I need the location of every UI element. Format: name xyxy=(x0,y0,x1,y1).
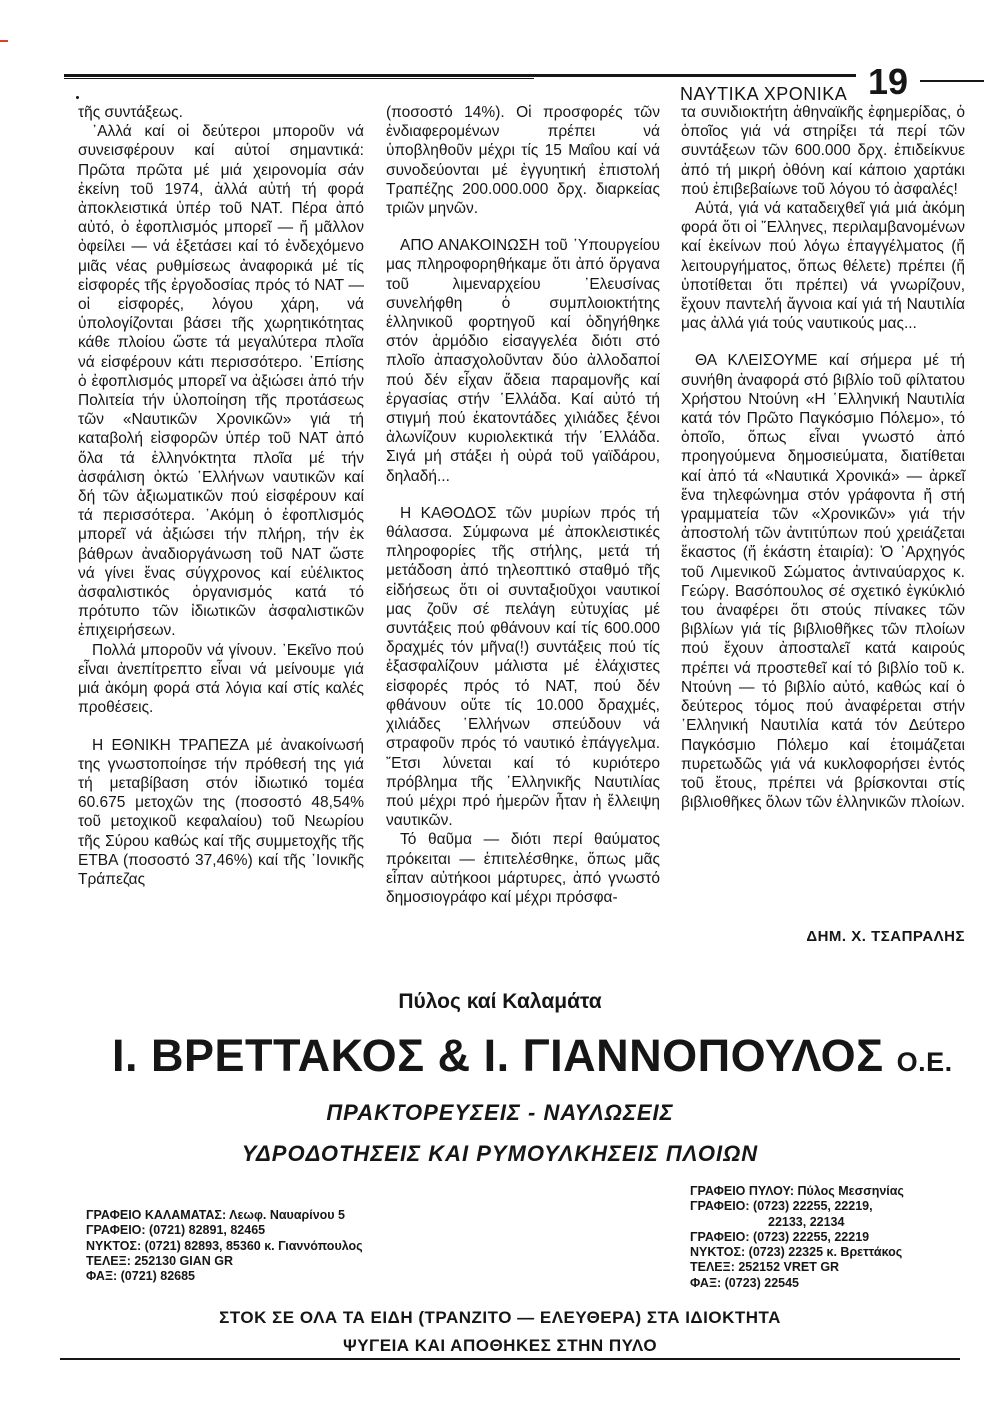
office-line: ΦΑΞ: (0723) 22545 xyxy=(690,1275,799,1290)
paragraph: Αὐτά, γιά νά καταδειχθεῖ γιά μιά ἀκόμη φορά ὅτι οἱ ῞Ελληνες, περιλαμβανομένων καί ἐκείνων πού λόγω ἐπαγγέλματος (ἤ λειτουργήματος, ὅπως θέλετε) πρέπει (ἤ ὑποτίθεται ὅτι πρέπει) νά γνωρίζουν, ἔχουν παντελή ἄγνοια καί γιά τή Ναυτιλία μας ἀλλά γιά τούς ναυτικούς μας... xyxy=(681,200,965,333)
header-rule xyxy=(64,74,856,77)
office-line: ΓΡΑΦΕΙΟ ΠΥΛΟΥ: Πύλος Μεσσηνίας xyxy=(690,1184,904,1198)
ad-place: Πύλος καί Καλαμάτα xyxy=(398,990,602,1013)
office-line: ΓΡΑΦΕΙΟ: (0723) 22255, 22219, xyxy=(690,1199,873,1214)
office-line: ΦΑΞ: (0721) 82685 xyxy=(86,1269,195,1284)
paragraph: Η ΕΘΝΙΚΗ ΤΡΑΠΕΖΑ μέ ἀνακοίνωσή της γνωστοποίησε τήν πρόθεσή της γιά τή μεταβίβαση στόν ἰδιωτικό τομέα 60.675 μετοχῶν της (ποσοστό 48,54% τοῦ μετοχικοῦ κεφαλαίου) τοῦ Νεωρίου τῆς Σύρου καθώς καί τῆς συμμετοχῆς τῆς ΕΤΒΑ (ποσοστό 37,46%) καί τῆς ᾿Ιονικῆς Τράπεζας xyxy=(78,736,364,888)
column-2 xyxy=(386,103,660,907)
print-dot xyxy=(76,96,79,99)
paragraph: ΘΑ ΚΛΕΙΣΟΥΜΕ καί σήμερα μέ τή συνήθη ἀναφορά στό βιβλίο τοῦ φίλτατου Χρήστου Ντούνη «Η ῾Ελληνική Ναυτιλία κατά τόν Πρῶτο Παγκόσμιο Πόλεμο», τό ὁποῖο, ὅπως εἶναι γνωστό ἀπό προηγούμενα δημοσιεύματα, διατίθεται καί ἀπό τά «Ναυτικά Χρονικά» — ἀρκεῖ ἕνα τηλεφώνημα στόν γράφοντα ἤ στή γραμματεία τῶν «Χρονικῶν» γιά τήν ἀποστολή τῶν ἀντιτύπων πού χρειάζεται ἕκαστος (ἤ ἑκάστη ἑταιρία): Ὁ ᾿Αρχηγός τοῦ Λιμενικοῦ Σώματος ἀντιναύαρχος κ. Γεώργ. Βασόπουλος σέ σχετικό ἐγκύκλιό του ἀναφέρει ὅτι στούς πίνακες τῶν βιβλίων γιά τίς βιβλιοθῆκες τῶν πλοίων πού ἔχουν ἀποσταλεῖ κατά καιρούς πρέπει νά προστεθεῖ καί τό βιβλίο τοῦ κ. Ντούνη — τό βιβλίο αὐτό, καθώς καί ὁ δεύτερος τόμος πού ἀναφέρεται στήν ῾Ελληνική Ναυτιλία κατά τόν Δεύτερο Παγκόσμιο Πόλεμο καί ἑτοιμάζεται πυρετωδῶς γιά νά κυκλοφορήσει ἐντός τοῦ ἔτους, πρέπει νά βρίσκονται στίς βιβλιοθῆκες ὅλων τῶν ἑλληνικῶν πλοίων. xyxy=(681,352,965,812)
office-line: ΓΡΑΦΕΙΟ: (0723) 22255, 22219 xyxy=(690,1229,870,1244)
column-1 xyxy=(78,103,364,889)
header-rule-thin xyxy=(64,78,534,79)
paragraph: τῆς συντάξεως. xyxy=(78,104,183,121)
paragraph: ΑΠΟ ΑΝΑΚΟΙΝΩΣΗ τοῦ ῾Υπουργείου μας πληροφορηθήκαμε ὅτι ἀπό ὄργανα τοῦ λιμεναρχείου ᾿Ελευσίνας συνελήφθη ὁ συμπλοιοκτήτης ἑλληνικοῦ φορτηγοῦ καί ὁδηγήθηκε στόν ἁρμόδιο εἰσαγγελέα διότι στό πλοῖο ἀπασχολοῦνταν δύο ἀλλοδαποί πού δέν εἶχαν ἄδεια παραμονῆς καί ἐργασίας στήν ῾Ελλάδα. Καί αὐτό τή στιγμή πού ἑκατοντάδες χιλιάδες ξένοι ἀλωνίζουν κυριολεκτικά τήν ῾Ελλάδα. Σιγά μή στάξει ἡ οὐρά τοῦ γαϊδάρου, δηλαδή... xyxy=(386,237,660,485)
column-3 xyxy=(681,103,965,812)
author-signature: ΔΗΜ. Χ. ΤΣΑΠΡΑΛΗΣ xyxy=(806,928,965,945)
paragraph: τα συνιδιοκτήτη ἀθηναϊκῆς ἐφημερίδας, ὁ ὁποῖος γιά νά στηρίξει τά περί τῶν συντάξεων τῶν 600.000 δρχ. ἐπιδείκνυε ἀπό τή μικρή ὀθόνη καί κάποιο χαρτάκι πού ἐπιβεβαίωνε τοῦ λόγου τό ἀσφαλές! xyxy=(681,104,965,198)
edge-mark xyxy=(0,40,8,42)
section-name: ΝΑΥΤΙΚΑ ΧΡΟΝΙΚΑ xyxy=(680,84,848,104)
office-line: ΝΥΚΤΟΣ: (0721) 82893, 85360 κ. Γιαννόπουλος xyxy=(86,1238,363,1253)
paragraph: (ποσοστό 14%). Οἱ προσφορές τῶν ἐνδιαφερομένων πρέπει νά ὑποβληθοῦν μέχρι τίς 15 Μαΐου καί νά συνοδεύονται μέ ἐγγυητική ἐπιστολή Τραπέζης 200.000.000 δρχ. διαρκείας τριῶν μηνῶν. xyxy=(386,104,660,218)
kalamata-office-block xyxy=(86,1208,363,1284)
page-number-rule xyxy=(920,80,984,82)
paragraph: ᾿Αλλά καί οἱ δεύτεροι μποροῦν νά συνεισφέρουν καί αὐτοί σημαντικά: Πρῶτα πρῶτα μέ μιά χειρονομία σάν ἐκείνη τοῦ 1974, ἀλλά αὐτή τή φορά ἀποκλειστικά ὑπέρ τοῦ ΝΑΤ. Πέρα ἀπό αὐτό, ὁ ἐφοπλισμός μπορεῖ — ἤ μᾶλλον ὀφείλει — νά ἐξετάσει καί τό ἐνδεχόμενο μιᾶς νέας ρυθμίσεως ἀναφορικά μέ τίς εἰσφορές τῆς ἐργοδοσίας πρός τό ΝΑΤ — οἱ εἰσφορές, λόγου χάρη, νά ὑπολογίζονται βάσει τῆς χωρητικότητας κάθε πλοίου ὥστε τά μεγαλύτερα πλοῖα νά εἰσφέρουν κάτι περισσότερο. ᾿Επίσης ὁ ἐφοπλισμός μπορεῖ να ἀξιώσει ἀπό τήν Πολιτεία τήν ὑλοποίηση τῆς προτάσεως τῶν «Ναυτικῶν Χρονικῶν» γιά τή καταβολή εἰσφορῶν ὑπέρ τοῦ ΝΑΤ ἀπό ὅλα τά ἑλληνόκτητα πλοῖα μέ τήν ἀσφάλιση ὀκτώ ῾Ελλήνων ναυτικῶν καί δή τῶν ἀξιωματικῶν πού εἰσφέρουν καί τά περισσότερα. ᾿Ακόμη ὁ ἐφοπλισμός μπορεῖ νά ἀξιώσει τήν πλήρη, τήν ἐκ βάθρων ἀναδιοργάνωση τοῦ ΝΑΤ ὥστε νά γίνει ἕνας σύγχρονος καί εὐέλικτος ἀσφαλιστικός ὀργανισμός κατά τό πρότυπο τῶν ἰδιωτικῶν ἀσφαλιστικῶν ἐπιχειρήσεων. xyxy=(78,123,364,640)
paragraph: Τό θαῦμα — διότι περί θαύματος πρόκειται — ἐπιτελέσθηκε, ὅπως μᾶς εἶπαν αὐτήκοοι μάρτυρες, ἀπό γνωστό δημοσιογράφο καί μέχρι πρόσφα- xyxy=(386,831,660,906)
ad-bottom-rule xyxy=(60,1358,960,1360)
ad-services-line-2: ΥΔΡΟΔΟΤΗΣΕΙΣ ΚΑΙ ΡΥΜΟΥΛΚΗΣΕΙΣ ΠΛΟΙΩΝ xyxy=(241,1141,759,1166)
office-line: ΓΡΑΦΕΙΟ ΚΑΛΑΜΑΤΑΣ: Λεωφ. Ναυαρίνου 5 xyxy=(86,1208,345,1222)
paragraph: Η ΚΑΘΟΔΟΣ τῶν μυρίων πρός τή θάλασσα. Σύμφωνα μέ ἀποκλειστικές πληροφορίες τῆς στήλης, μετά τή μετάδοση ἀπό τηλεοπτικό σταθμό τῆς εἰδήσεως ὅτι οἱ συνταξιοῦχοι ναυτικοί μας ζοῦν σέ πελάγη εὐτυχίας μέ συντάξεις πού φθάνουν καί τίς 600.000 δραχμές τόν μῆνα(!) συντάξεις πού τίς ἐξασφαλίζουν μάλιστα μέ ἐλάχιστες εἰσφορές πρός τό ΝΑΤ, πού δέν φθάνουν οὔτε τίς 10.000 δραχμές, χιλιάδες ῾Ελλήνων σπεύδουν νά στραφοῦν πρός τό ναυτικό ἐπάγγελμα. ῎Ετσι λύνεται καί τό κυριότερο πρόβλημα τῆς ῾Ελληνικῆς Ναυτιλίας πού μέχρι πρό ἡμερῶν ἦταν ἡ ἔλλειψη ναυτικῶν. xyxy=(386,504,660,830)
office-line: ΤΕΛΕΞ: 252130 GIAN GR xyxy=(86,1253,233,1268)
ad-services-line-1: ΠΡΑΚΤΟΡΕΥΣΕΙΣ - ΝΑΥΛΩΣΕΙΣ xyxy=(326,1100,674,1125)
ad-stock-line-2: ΨΥΓΕΙΑ ΚΑΙ ΑΠΟΘΗΚΕΣ ΣΤΗΝ ΠΥΛΟ xyxy=(342,1336,658,1355)
office-line: ΤΕΛΕΞ: 252152 VRET GR xyxy=(690,1260,840,1275)
office-line: 22133, 22134 xyxy=(768,1214,845,1229)
page-number: 19 xyxy=(868,61,909,102)
ad-company-suffix: Ο.Ε. xyxy=(896,1047,953,1077)
ad-company-text: Ι. ΒΡΕΤΤΑΚΟΣ & Ι. ΓΙΑΝΝΟΠΟΥΛΟΣ xyxy=(112,1030,884,1081)
ad-stock-line-1: ΣΤΟΚ ΣΕ ΟΛΑ ΤΑ ΕΙΔΗ (ΤΡΑΝΖΙΤΟ — ΕΛΕΥΘΕΡΑ) ΣΤΑ ΙΔΙΟΚΤΗΤΑ xyxy=(219,1308,781,1327)
pylos-office-block xyxy=(690,1184,904,1291)
paragraph: Πολλά μποροῦν νά γίνουν. ᾿Εκεῖνο πού εἶναι ἀνεπίτρεπτο εἶναι νά μείνουμε γιά μιά ἀκόμη φορά στά λόγια καί στίς καλές προθέσεις. xyxy=(78,641,364,717)
office-line: ΓΡΑΦΕΙΟ: (0721) 82891, 82465 xyxy=(86,1223,266,1238)
ad-company-name xyxy=(112,1030,953,1082)
office-line: ΝΥΚΤΟΣ: (0723) 22325 κ. Βρεττάκος xyxy=(690,1245,903,1260)
